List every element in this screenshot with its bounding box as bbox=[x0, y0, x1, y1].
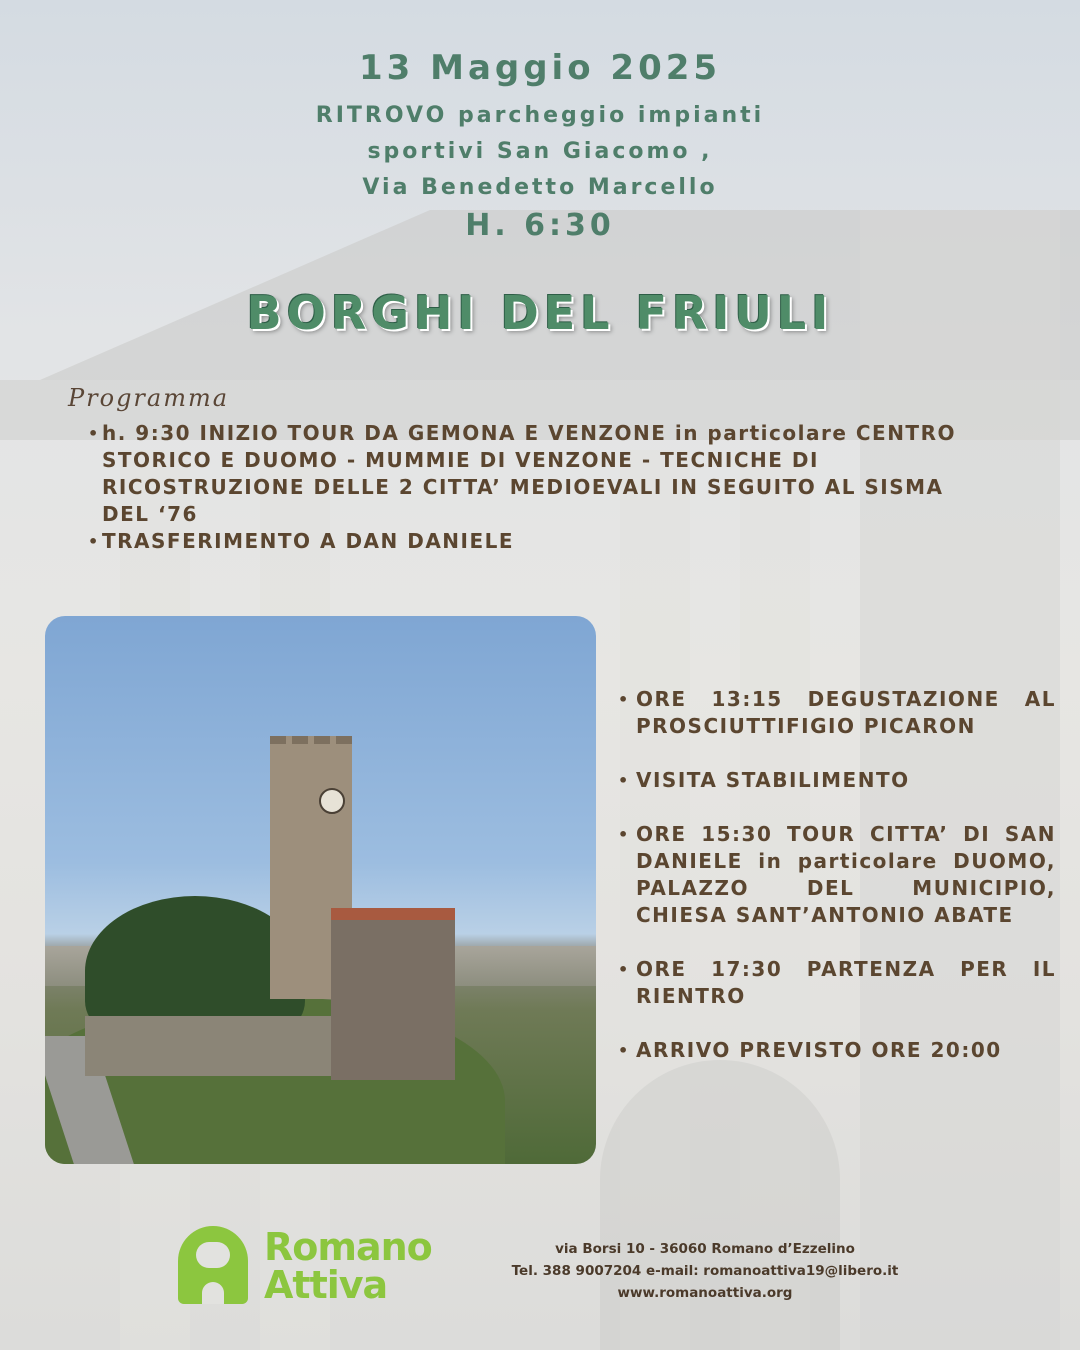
programma-label: Programma bbox=[68, 384, 230, 412]
event-header bbox=[0, 48, 1080, 243]
schedule-item: • ORE 15:30 TOUR CITTA’ DI SAN DANIELE in particolare DUOMO, PALAZZO DEL MUNICIPIO, CHIESA SANT’ANTONIO ABATE bbox=[618, 821, 1056, 929]
contact-info bbox=[500, 1238, 910, 1304]
castle-tower-photo bbox=[45, 616, 596, 1164]
meeting-point: RITROVO parcheggio impianti sportivi San Giacomo , Via Benedetto Marcello bbox=[315, 103, 765, 200]
schedule-list bbox=[618, 686, 1056, 1091]
schedule-item: • ORE 13:15 DEGUSTAZIONE AL PROSCIUTTIFIGIO PICARON bbox=[618, 686, 1056, 740]
program-item: • h. 9:30 INIZIO TOUR DA GEMONA E VENZONE in particolare CENTRO STORICO E DUOMO - MUMMIE DI VENZONE - TECNICHE DI RICOSTRUZIONE DELLE 2 CITTA’ MEDIOEVALI IN SEGUITO AL SISMA DEL ‘76 bbox=[90, 420, 990, 528]
contact-website: www.romanoattiva.org bbox=[617, 1285, 793, 1301]
event-title: BORGHI DEL FRIULI bbox=[246, 286, 834, 340]
schedule-item: • VISITA STABILIMENTO bbox=[618, 767, 1056, 794]
program-item: • TRASFERIMENTO A DAN DANIELE bbox=[90, 528, 990, 555]
logo-wordmark: Romano Attiva bbox=[264, 1225, 432, 1307]
meeting-time: H. 6:30 bbox=[465, 208, 615, 243]
contact-address: via Borsi 10 - 36060 Romano d’Ezzelino bbox=[555, 1241, 855, 1257]
schedule-item: • ARRIVO PREVISTO ORE 20:00 bbox=[618, 1037, 1056, 1064]
schedule-item: • ORE 17:30 PARTENZA PER IL RIENTRO bbox=[618, 956, 1056, 1010]
contact-phone-email: Tel. 388 9007204 e-mail: romanoattiva19@libero.it bbox=[511, 1263, 899, 1279]
program-list bbox=[90, 420, 990, 555]
event-date: 13 Maggio 2025 bbox=[358, 48, 722, 88]
romano-attiva-logo bbox=[178, 1226, 478, 1306]
logo-mark-icon bbox=[178, 1226, 248, 1304]
